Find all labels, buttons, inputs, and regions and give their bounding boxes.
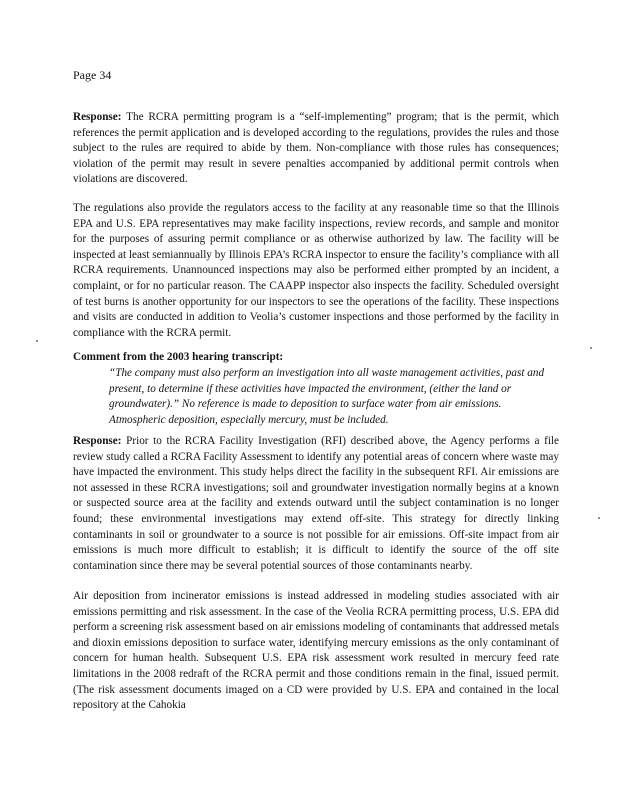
response-label: Response: [73,111,122,123]
scan-speck [36,340,38,342]
comment-heading: Comment from the 2003 hearing transcript: [73,351,284,363]
air-deposition-paragraph: Air deposition from incinerator emissions is instead addressed in modeling studies associated with air emissions permitting and risk assessment. In the case of the Veolia RCRA permitting process, U.S. EPA did perform a screening risk assessment based on air emissions modeling of contaminants that addressed metals and dioxin emissions deposition to surface water, identifying mercury emissions as the only contaminant of concern for human health. Subsequent U.S. EPA risk assessment work resulted in mercury feed rate limitations in the 2008 redraft of the RCRA permit and those conditions remain in the final, issued permit. (The risk assessment documents imaged on a CD were provided by U.S. EPA and contained in the local repository at the Cahokia [73,590,559,712]
page-number: Page 34 [73,68,112,82]
response-text: Prior to the RCRA Facility Investigation (RFI) described above, the Agency performs a file review study called a RCRA Facility Assessment to identify any potential areas of concern where waste may have impacted the environment. This study helps direct the facility in the subsequent RFI. Air emissions are not assessed in these RCRA investigations; soil and groundwater investigation normally begins at a known or suspected source area at the facility and extends outward until the subject contamination is no longer found; these environmental investigations may extend off-site. This strategy for directly linking contaminants in soil or groundwater to a source is not possible for air emissions. Off-site impact from air emissions is much more difficult to establish; it is difficult to identify the source of the off site contamination since there may be several potential sources of those contaminants nearby. [73,435,560,572]
response-paragraph-1 [73,110,559,188]
response-label: Response: [73,435,122,447]
regulations-paragraph: The regulations also provide the regulators access to the facility at any reasonable time so that the Illinois EPA and U.S. EPA representatives may make facility inspections, review records, and sample and monitor for the purposes of assuring permit compliance or as otherwise authorized by law. The facility will be inspected at least semiannually by Illinois EPA’s RCRA inspector to ensure the facility’s compliance with all RCRA requirements. Unannounced inspections may also be performed either prompted by an incident, a complaint, or for no particular reason. The CAAPP inspector also inspects the facility. Scheduled oversight of test burns is another opportunity for our inspectors to see the operations of the facility. These inspections and visits are conducted in addition to Veolia’s customer inspections and those performed by the facility in compliance with the RCRA permit. [73,202,559,339]
scan-speck [598,517,600,519]
scan-speck [590,347,592,349]
response-text: The RCRA permitting program is a “self-implementing” program; that is the permit, which references the permit application and is developed according to the regulations, provides the rules and those subject to the rules are required to abide by them. Non-compliance with those rules has consequences; violation of the permit may result in severe penalties accompanied by additional permit controls when violations are discovered. [73,111,559,186]
response-paragraph-2 [73,434,559,574]
comment-quote: “The company must also perform an investigation into all waste management activities, past and present, to determine if these activities have impacted the environment, (either the land or groundwater).” No reference is made to deposition to surface water from air emissions. Atmospheric deposition, especially mercury, must be included. [109,367,545,426]
